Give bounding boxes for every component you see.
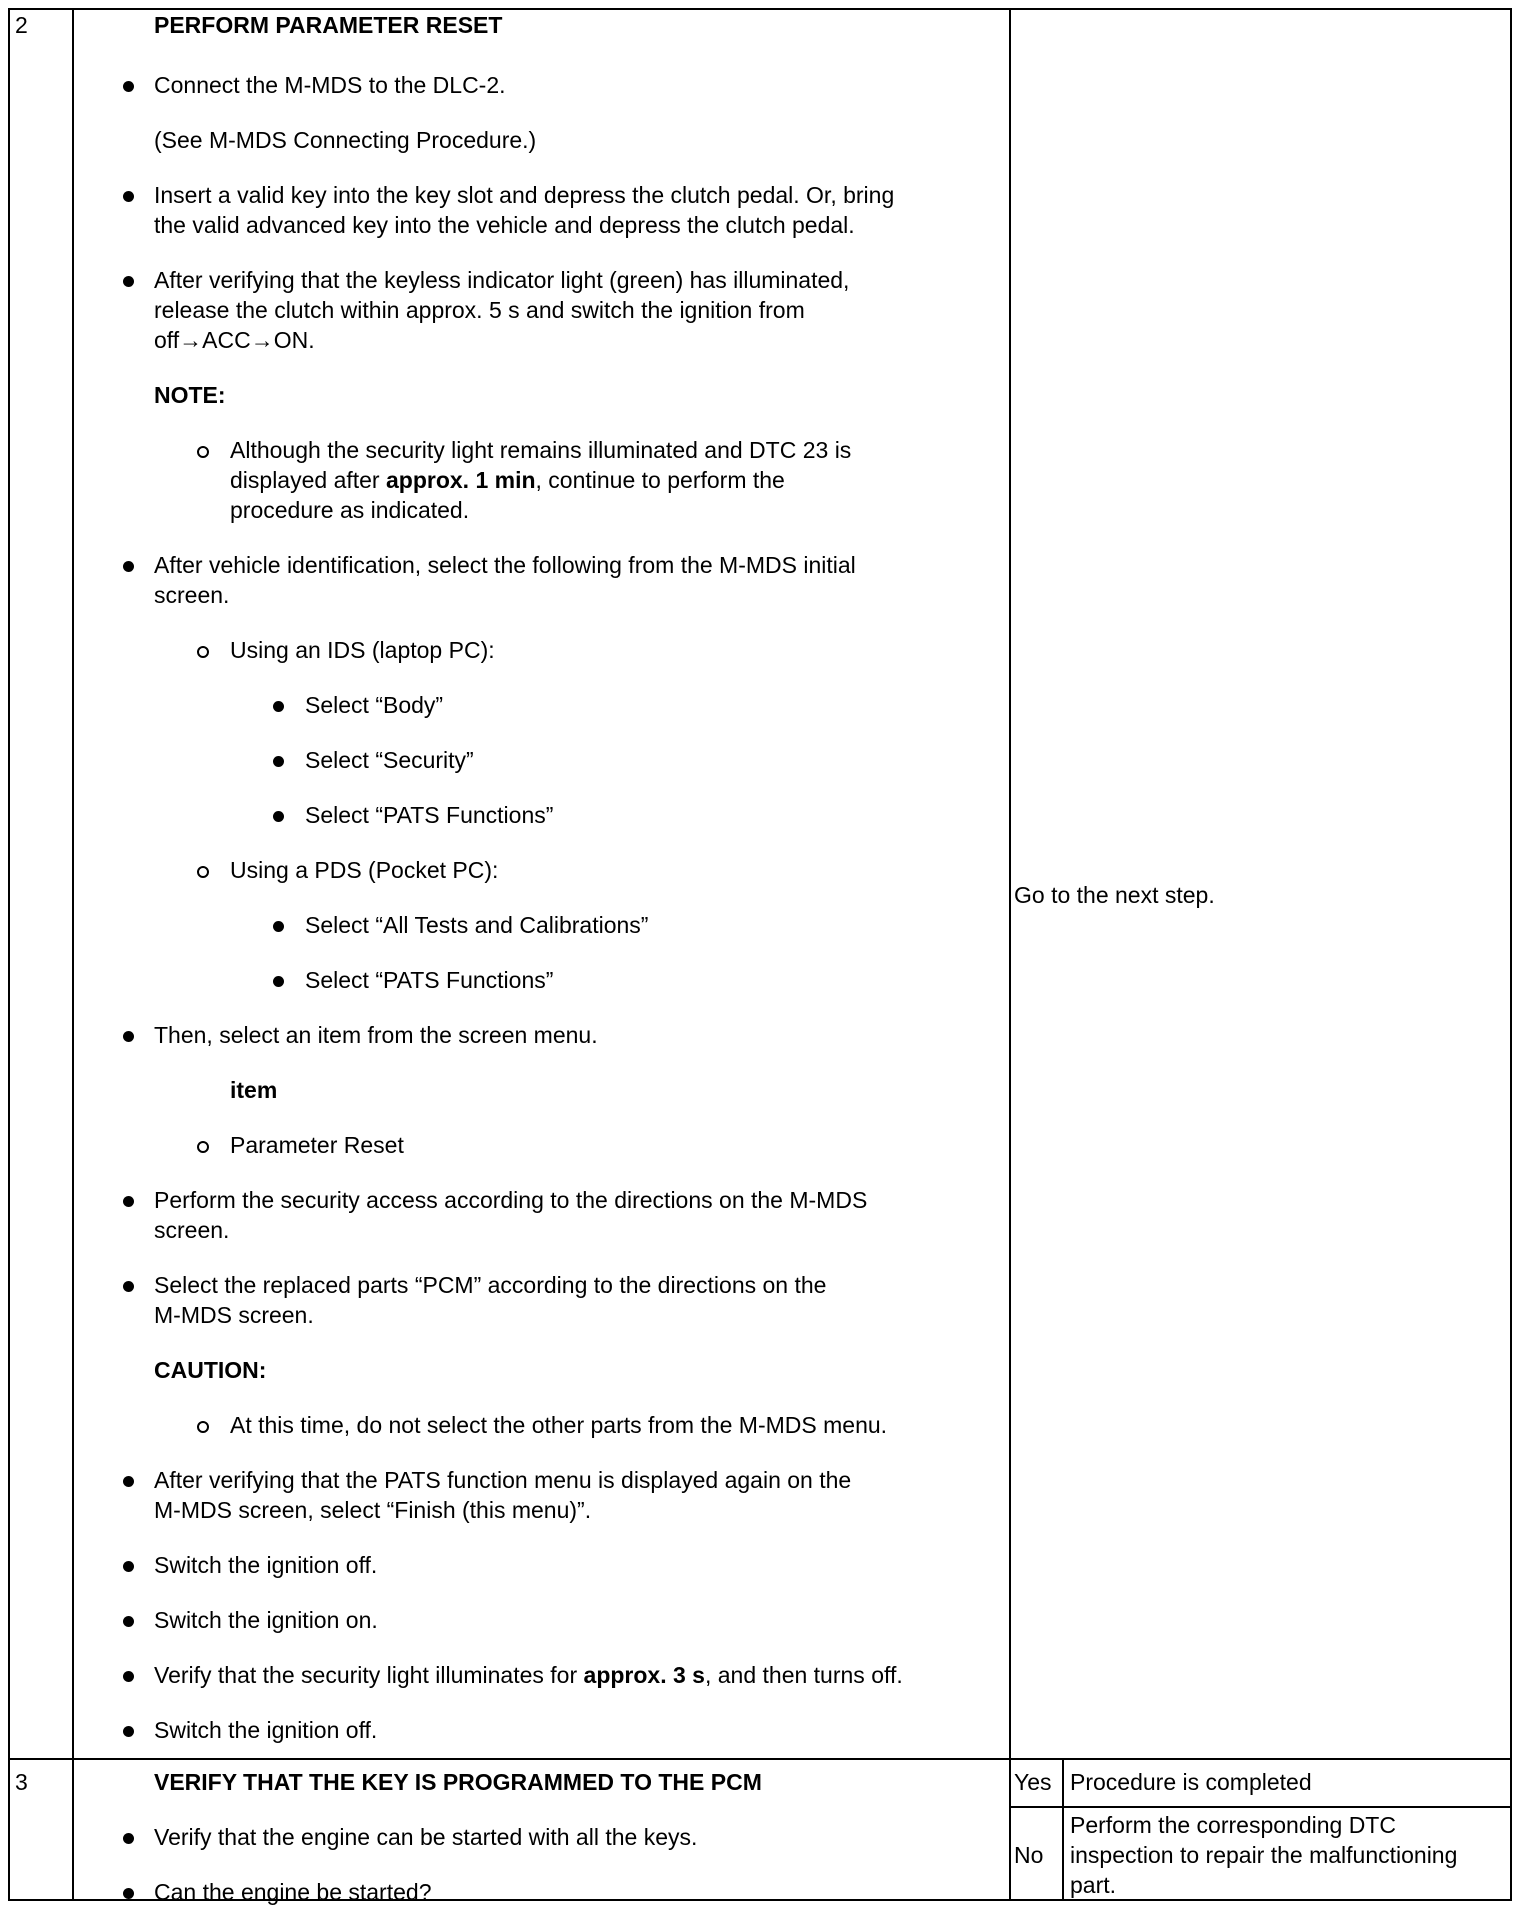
result-no-action: Perform the corresponding DTC bbox=[1070, 1812, 1396, 1838]
bullet-icon bbox=[273, 701, 284, 712]
bullet-icon bbox=[123, 561, 134, 572]
row-divider bbox=[10, 1758, 1510, 1760]
step-line: Switch the ignition off. bbox=[154, 1717, 378, 1743]
sub-bullet-icon bbox=[197, 1141, 209, 1153]
answer-yes: Yes bbox=[1014, 1769, 1052, 1795]
step-line: Verify that the engine can be started with all the keys. bbox=[154, 1824, 698, 1850]
step-line: M-MDS screen, select “Finish (this menu)”. bbox=[154, 1497, 592, 1523]
step-action-2: Go to the next step. bbox=[1014, 882, 1215, 908]
step-line: screen. bbox=[154, 582, 230, 608]
bullet-icon bbox=[123, 1196, 134, 1207]
bullet-icon bbox=[123, 276, 134, 287]
column-divider-answer bbox=[1062, 1758, 1064, 1899]
step-line: Switch the ignition on. bbox=[154, 1607, 378, 1633]
result-no-action: part. bbox=[1070, 1872, 1117, 1898]
step-line: screen. bbox=[154, 1217, 230, 1243]
sub-bullet-icon bbox=[197, 1421, 209, 1433]
step-line: After verifying that the keyless indicator light (green) has illuminated, bbox=[154, 267, 850, 293]
bullet-icon bbox=[123, 1833, 134, 1844]
step-line: release the clutch within approx. 5 s and switch the ignition from bbox=[154, 297, 805, 323]
bullet-icon bbox=[123, 1888, 134, 1899]
procedure-table bbox=[8, 8, 1512, 1905]
step-line: Although the security light remains illuminated and DTC 23 is bbox=[230, 437, 852, 463]
step-line: the valid advanced key into the vehicle and depress the clutch pedal. bbox=[154, 212, 855, 238]
bullet-icon bbox=[123, 1476, 134, 1487]
note-label: NOTE: bbox=[154, 382, 226, 408]
step-line: Insert a valid key into the key slot and depress the clutch pedal. Or, bring bbox=[154, 182, 895, 208]
step-line: Select “Body” bbox=[305, 692, 444, 718]
bullet-icon bbox=[273, 976, 284, 987]
step-line: Select “Security” bbox=[305, 747, 474, 773]
step-line: off→ACC→ON. bbox=[154, 327, 315, 353]
result-no-action: inspection to repair the malfunctioning bbox=[1070, 1842, 1458, 1868]
bullet-icon bbox=[273, 811, 284, 822]
step-title-3: VERIFY THAT THE KEY IS PROGRAMMED TO THE PCM bbox=[154, 1769, 762, 1795]
bullet-icon bbox=[123, 1671, 134, 1682]
sub-bullet-icon bbox=[197, 446, 209, 458]
step-line: Parameter Reset bbox=[230, 1132, 404, 1158]
bullet-icon bbox=[123, 1281, 134, 1292]
step-line: Switch the ignition off. bbox=[154, 1552, 378, 1578]
bullet-icon bbox=[273, 921, 284, 932]
step-line: displayed after approx. 1 min, continue to perform the bbox=[230, 467, 785, 493]
bullet-icon bbox=[123, 81, 134, 92]
step-line: Verify that the security light illuminates for approx. 3 s, and then turns off. bbox=[154, 1662, 903, 1688]
bullet-icon bbox=[273, 756, 284, 767]
column-divider-action bbox=[1009, 10, 1011, 1899]
sub-bullet-icon bbox=[197, 646, 209, 658]
step-line: Using a PDS (Pocket PC): bbox=[230, 857, 499, 883]
step-line: Select “PATS Functions” bbox=[305, 967, 554, 993]
answer-no: No bbox=[1014, 1842, 1044, 1868]
caution-label: CAUTION: bbox=[154, 1357, 267, 1383]
step-line: Using an IDS (laptop PC): bbox=[230, 637, 495, 663]
step-line: Connect the M-MDS to the DLC-2. bbox=[154, 72, 506, 98]
step-line: Perform the security access according to the directions on the M-MDS bbox=[154, 1187, 868, 1213]
step-line: Can the engine be started? bbox=[154, 1879, 432, 1905]
sub-bullet-icon bbox=[197, 866, 209, 878]
step-line: Select the replaced parts “PCM” according to the directions on the bbox=[154, 1272, 827, 1298]
step-line: procedure as indicated. bbox=[230, 497, 470, 523]
bullet-icon bbox=[123, 1726, 134, 1737]
bullet-icon bbox=[123, 191, 134, 202]
step-line: Select “PATS Functions” bbox=[305, 802, 554, 828]
bullet-icon bbox=[123, 1616, 134, 1627]
step-line: After verifying that the PATS function menu is displayed again on the bbox=[154, 1467, 852, 1493]
step-line: Then, select an item from the screen menu. bbox=[154, 1022, 598, 1048]
step-line: Select “All Tests and Calibrations” bbox=[305, 912, 649, 938]
step-line: At this time, do not select the other parts from the M-MDS menu. bbox=[230, 1412, 888, 1438]
column-divider-number bbox=[72, 10, 74, 1899]
step-line: After vehicle identification, select the following from the M-MDS initial bbox=[154, 552, 856, 578]
result-divider bbox=[1009, 1806, 1510, 1808]
step-line: M-MDS screen. bbox=[154, 1302, 314, 1328]
result-yes-action: Procedure is completed bbox=[1070, 1769, 1312, 1795]
step-number-2: 2 bbox=[15, 12, 28, 38]
step-line: (See M-MDS Connecting Procedure.) bbox=[154, 127, 537, 153]
step-number-3: 3 bbox=[15, 1769, 28, 1795]
bullet-icon bbox=[123, 1031, 134, 1042]
bullet-icon bbox=[123, 1561, 134, 1572]
step-title-2: PERFORM PARAMETER RESET bbox=[154, 12, 503, 38]
item-label: item bbox=[230, 1077, 278, 1103]
